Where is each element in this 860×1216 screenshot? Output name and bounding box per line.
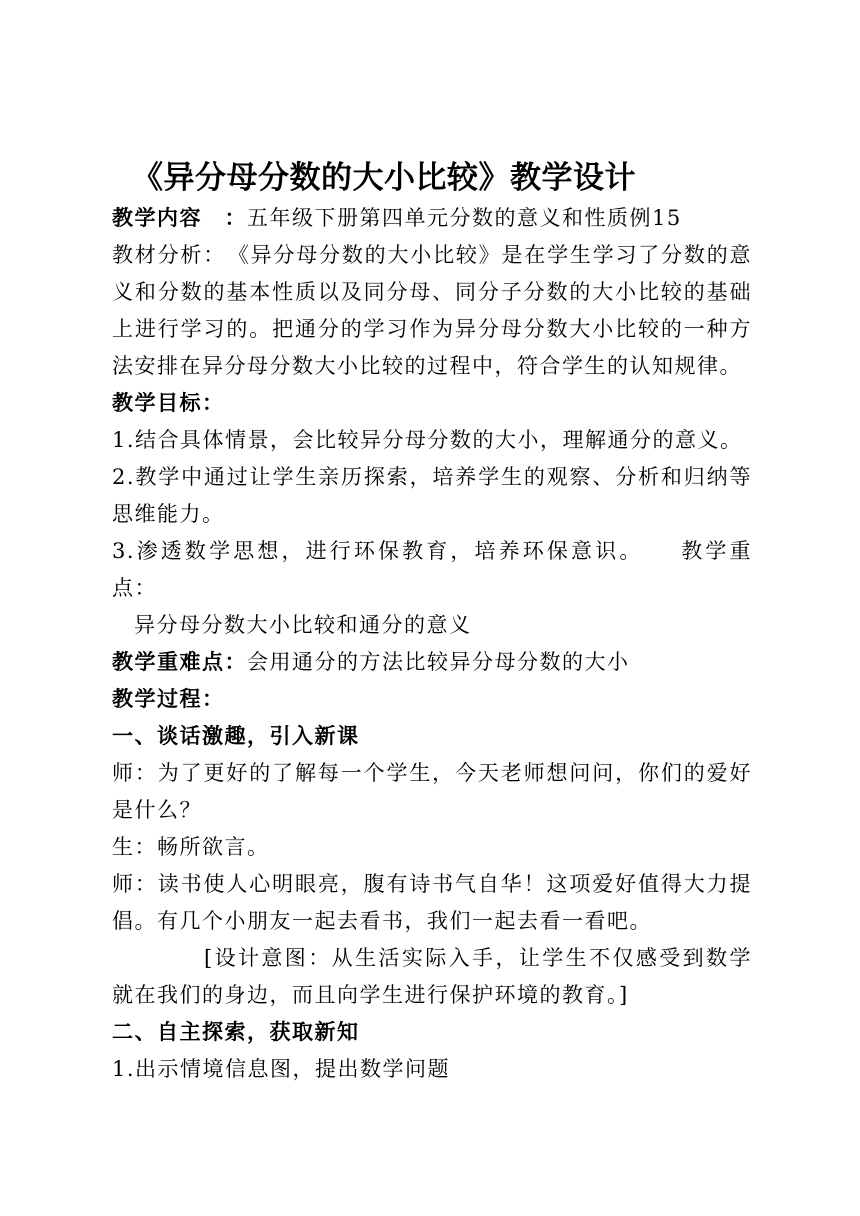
teaching-difficulty-label: 教学重难点： bbox=[112, 650, 247, 674]
goal-item-1: 1.结合具体情景，会比较异分母分数的大小，理解通分的意义。 bbox=[112, 428, 743, 452]
teaching-goals-heading: 教学目标： bbox=[112, 391, 225, 415]
teaching-difficulty-line bbox=[112, 644, 752, 681]
dialogue-line-1: 师：为了更好的了解每一个学生，今天老师想问问，你们的爱好是什么？ bbox=[112, 761, 752, 822]
document-body bbox=[112, 200, 752, 1088]
step-item-1: 1.出示情境信息图，提出数学问题 bbox=[112, 1057, 451, 1081]
dialogue-line-2: 生：畅所欲言。 bbox=[112, 835, 270, 859]
teaching-process-heading: 教学过程： bbox=[112, 687, 225, 711]
material-analysis-text: 《异分母分数的大小比较》是在学生学习了分数的意义和分数的基本性质以及同分母、同分子分数的大小比较的基础上进行学习的。把通分的学习作为异分母分数大小比较的一种方法安排在异分母分数大小比较的过程中，符合学生的认知规律。 bbox=[112, 243, 753, 378]
section-heading-2: 二、自主探索，获取新知 bbox=[112, 1020, 360, 1044]
teaching-content-label: 教学内容 ： bbox=[112, 206, 247, 230]
document-title: 《异分母分数的大小比较》教学设计 bbox=[132, 160, 636, 196]
goal-item-2: 2.教学中通过让学生亲历探索，培养学生的观察、分析和归纳等思维能力。 bbox=[112, 465, 752, 526]
teaching-difficulty-text: 会用通分的方法比较异分母分数的大小 bbox=[247, 650, 630, 674]
teaching-content-line bbox=[112, 200, 752, 237]
section-heading-1: 一、谈话激趣，引入新课 bbox=[112, 724, 360, 748]
teaching-content-text: 五年级下册第四单元分数的意义和性质例15 bbox=[247, 206, 682, 230]
goal-item-3: 3.渗透数学思想，进行环保教育，培养环保意识。 教学重点： bbox=[112, 539, 752, 600]
dialogue-line-3: 师：读书使人心明眼亮，腹有诗书气自华！这项爱好值得大力提倡。有几个小朋友一起去看书，我们一起去看一看吧。 bbox=[112, 872, 752, 933]
material-analysis-label: 教材分析： bbox=[112, 243, 216, 267]
design-intent-note: [设计意图：从生活实际入手，让学生不仅感受到数学就在我们的身边，而且向学生进行保护环境的教育。] bbox=[112, 946, 752, 1007]
teaching-key-point: 异分母分数大小比较和通分的意义 bbox=[134, 613, 472, 637]
material-analysis-paragraph bbox=[112, 237, 752, 385]
